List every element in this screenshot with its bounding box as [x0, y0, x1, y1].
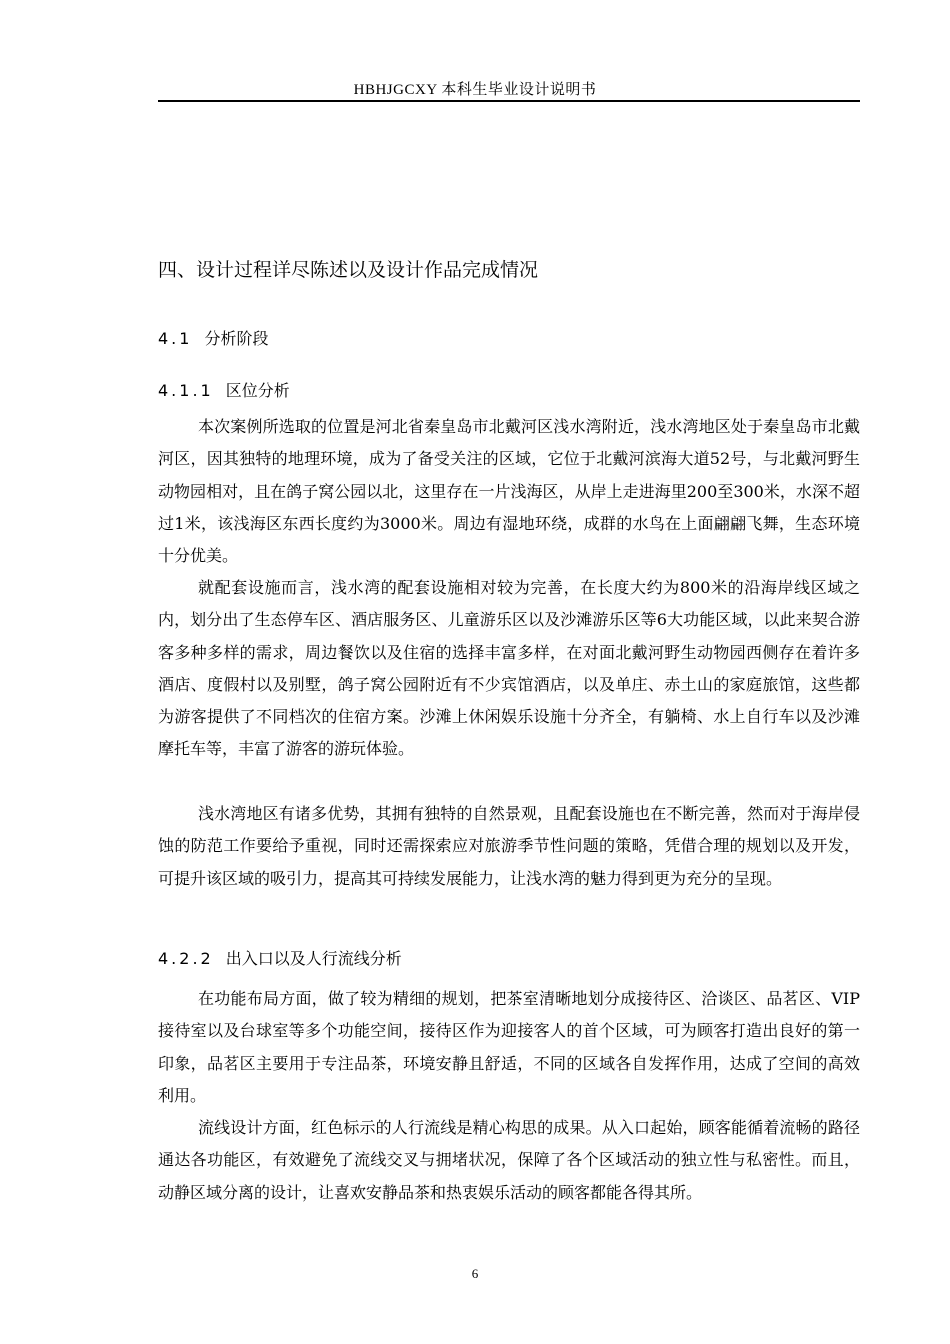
section-title: 出入口以及人行流线分析: [225, 949, 402, 968]
section-heading-4-1-1: [158, 378, 290, 401]
paragraph-location-overview: 本次案例所选取的位置是河北省秦皇岛市北戴河区浅水湾附近，浅水湾地区处于秦皇岛市北戴河区，因其独特的地理环境，成为了备受关注的区域，它位于北戴河滨海大道52号，与北戴河野生动物园相对，且在鸽子窝公园以北，这里存在一片浅海区，从岸上走进海里200至300米，水深不超过1米，该浅海区东西长度约为3000米。周边有湿地环绕，成群的水鸟在上面翩翩飞舞，生态环境十分优美。: [158, 417, 860, 566]
chapter-title: 四、设计过程详尽陈述以及设计作品完成情况: [158, 259, 539, 281]
paragraph-circulation: 流线设计方面，红色标示的人行流线是精心构思的成果。从入口起始，顾客能循着流畅的路径通达各功能区，有效避免了流线交叉与拥堵状况，保障了各个区域活动的独立性与私密性。而且，动静区域分离的设计，让喜欢安静品茶和热衷娱乐活动的顾客都能各得其所。: [158, 1118, 860, 1202]
header-divider: [158, 100, 860, 102]
page-header-title: HBHJGCXY 本科生毕业设计说明书: [353, 82, 597, 98]
paragraph-function-layout: 在功能布局方面，做了较为精细的规划，把茶室清晰地划分成接待区、洽谈区、品茗区、VIP接待室以及台球室等多个功能空间，接待区作为迎接客人的首个区域，可为顾客打造出良好的第一印象，品茗区主要用于专注品茶，环境安静且舒适，不同的区域各自发挥作用，达成了空间的高效利用。: [158, 989, 860, 1105]
section-title: 区位分析: [225, 381, 290, 400]
section-heading-4-2-2: [158, 946, 402, 969]
section-number: 4.1.1: [158, 381, 214, 400]
page-number: 6: [471, 1266, 479, 1281]
section-title: 分析阶段: [204, 329, 269, 348]
paragraph-facilities: 就配套设施而言，浅水湾的配套设施相对较为完善，在长度大约为800米的沿海岸线区域之内，划分出了生态停车区、酒店服务区、儿童游乐区以及沙滩游乐区等6大功能区域，以此来契合游客多种多样的需求，周边餐饮以及住宿的选择丰富多样，在对面北戴河野生动物园西侧存在着许多酒店、度假村以及别墅，鸽子窝公园附近有不少宾馆酒店，以及单庄、赤土山的家庭旅馆，这些都为游客提供了不同档次的住宿方案。沙滩上休闲娱乐设施十分齐全，有躺椅、水上自行车以及沙滩摩托车等，丰富了游客的游玩体验。: [158, 578, 860, 759]
section-number: 4.2.2: [158, 949, 214, 968]
section-number: 4.1: [158, 329, 193, 348]
section-heading-4-1: [158, 326, 268, 349]
paragraph-advantages: 浅水湾地区有诸多优势，其拥有独特的自然景观，且配套设施也在不断完善，然而对于海岸侵蚀的防范工作要给予重视，同时还需探索应对旅游季节性问题的策略，凭借合理的规划以及开发，可提升该区域的吸引力，提高其可持续发展能力，让浅水湾的魅力得到更为充分的呈现。: [158, 804, 860, 888]
